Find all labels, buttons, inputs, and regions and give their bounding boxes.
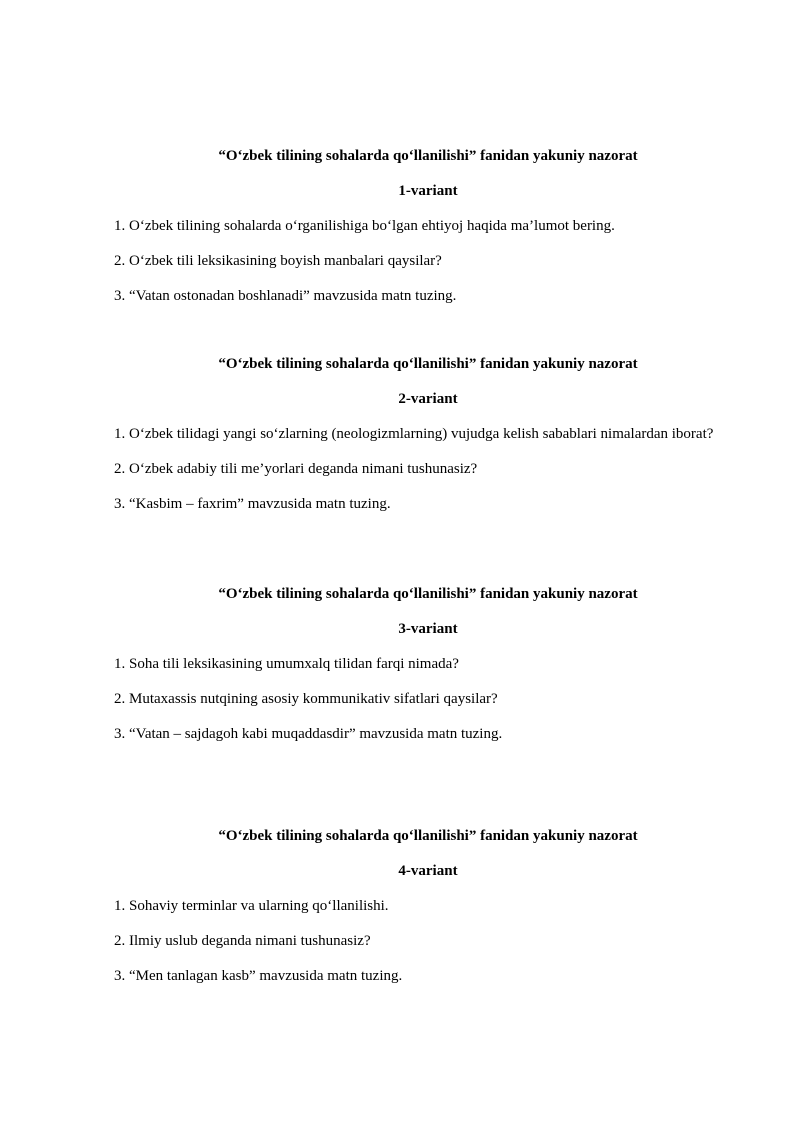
question-item: 1. O‘zbek tilining sohalarda o‘rganilishiga bo‘lgan ehtiyoj haqida ma’lumot bering. [114,218,615,234]
variant-label: 1-variant [398,183,458,199]
question-item: 2. Ilmiy uslub deganda nimani tushunasiz? [114,933,371,949]
variant-title: “O‘zbek tilining sohalarda qo‘llanilishi” fanidan yakuniy nazorat [218,356,638,372]
variant-4 [114,827,742,985]
question-item: 1. O‘zbek tilidagi yangi so‘zlarning (neologizmlarning) vujudga kelish sabablari nimalardan iborat? [114,426,714,442]
question-item: 3. “Kasbim – faxrim” mavzusida matn tuzing. [114,496,391,512]
variant-title: “O‘zbek tilining sohalarda qo‘llanilishi” fanidan yakuniy nazorat [218,828,638,844]
question-item: 2. O‘zbek adabiy tili me’yorlari deganda nimani tushunasiz? [114,461,478,477]
question-item: 1. Soha tili leksikasining umumxalq tilidan farqi nimada? [114,656,459,672]
variant-1 [114,147,742,305]
variant-title: “O‘zbek tilining sohalarda qo‘llanilishi” fanidan yakuniy nazorat [218,148,638,164]
variant-2 [114,355,742,513]
question-item: 2. O‘zbek tili leksikasining boyish manbalari qaysilar? [114,253,442,269]
question-item: 3. “Vatan ostonadan boshlanadi” mavzusida matn tuzing. [114,288,457,304]
variant-label: 3-variant [398,621,458,637]
question-item: 1. Sohaviy terminlar va ularning qo‘llanilishi. [114,898,389,914]
variant-label: 2-variant [398,391,458,407]
question-item: 3. “Men tanlagan kasb” mavzusida matn tuzing. [114,968,403,984]
question-item: 2. Mutaxassis nutqining asosiy kommunikativ sifatlari qaysilar? [114,691,498,707]
variant-3 [114,585,742,743]
question-item: 3. “Vatan – sajdagoh kabi muqaddasdir” mavzusida matn tuzing. [114,726,503,742]
variant-label: 4-variant [398,863,458,879]
variant-title: “O‘zbek tilining sohalarda qo‘llanilishi” fanidan yakuniy nazorat [218,586,638,602]
